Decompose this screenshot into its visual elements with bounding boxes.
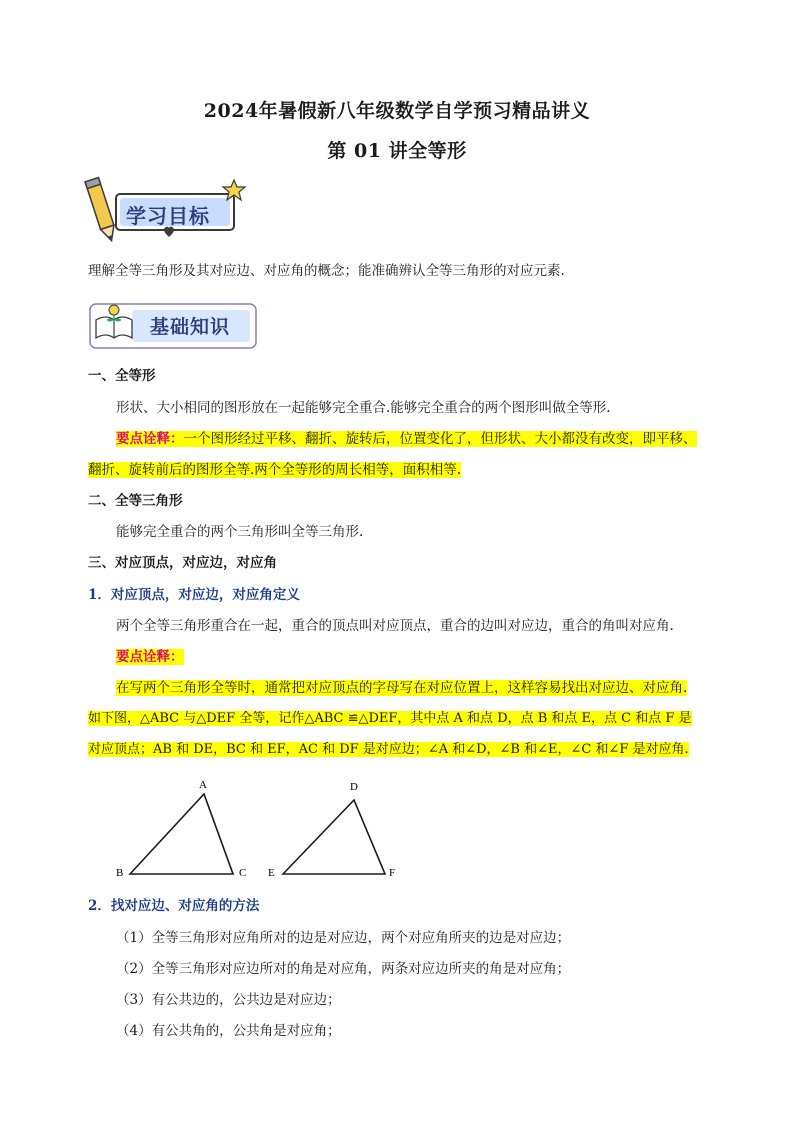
triangle-def — [283, 800, 385, 874]
note-label: 要点诠释： — [116, 431, 184, 447]
section2-definition: 能够完全重合的两个三角形叫全等三角形. — [116, 524, 364, 540]
section-heading-2: 二、全等三角形 — [88, 493, 183, 509]
note-label: 要点诠释： — [116, 649, 184, 665]
note-text: 如下图，△ABC 与△DEF 全等，记作△ABC ≌△DEF，其中点 A 和点 D，点 B 和点 E，点 C 和点 F 是 — [88, 711, 692, 726]
vertex-label-a: A — [199, 779, 207, 791]
subsection-heading-2: 2．找对应边、对应角的方法 — [88, 898, 260, 914]
section1-note-line1 — [116, 427, 697, 451]
objectives-badge-label: 学习目标 — [126, 204, 210, 228]
section-heading-3: 三、对应顶点，对应边，对应角 — [88, 555, 277, 571]
section3-note-line3 — [88, 738, 689, 762]
method-item: （2）全等三角形对应边所对的角是对应角，两条对应边所夹的角是对应角； — [116, 961, 571, 977]
triangle-abc — [130, 794, 233, 874]
section3-definition: 两个全等三角形重合在一起，重合的顶点叫对应顶点，重合的边叫对应边，重合的角叫对应角. — [116, 618, 674, 634]
vertex-label-f: F — [389, 867, 396, 879]
section3-note-line2 — [88, 707, 692, 731]
note-text: 翻折、旋转前后的图形全等.两个全等形的周长相等，面积相等. — [88, 462, 462, 478]
vertex-label-b: B — [116, 867, 124, 879]
vertex-label-d: D — [350, 781, 358, 793]
page-title: 2024年暑假新八年级数学自学预习精品讲义 — [203, 100, 591, 122]
section1-note-line2 — [88, 458, 461, 482]
objectives-badge — [82, 172, 252, 244]
section3-note-line1 — [116, 676, 687, 700]
subsection-heading-1: 1．对应顶点，对应边，对应角定义 — [88, 587, 300, 603]
note-text: 在写两个三角形全等时，通常把对应顶点的字母写在对应位置上，这样容易找出对应边、对应角. — [116, 680, 688, 696]
basics-badge — [88, 298, 260, 354]
page-subtitle: 第 01 讲全等形 — [327, 140, 467, 162]
section1-definition: 形状、大小相同的图形放在一起能够完全重合.能够完全重合的两个图形叫做全等形. — [116, 400, 611, 416]
congruent-triangles-figure — [100, 770, 420, 885]
note-text: 一个图形经过平移、翻折、旋转后，位置变化了，但形状、大小都没有改变，即平移、 — [183, 431, 697, 447]
objective-text: 理解全等三角形及其对应边、对应角的概念；能准确辨认全等三角形的对应元素. — [88, 263, 565, 279]
method-item: （3）有公共边的，公共边是对应边； — [116, 992, 341, 1008]
vertex-label-e: E — [268, 867, 275, 879]
note-text: 对应顶点；AB 和 DE，BC 和 EF，AC 和 DF 是对应边；∠A 和∠D，∠B 和∠E，∠C 和∠F 是对应角. — [88, 742, 689, 757]
section-heading-1: 一、全等形 — [88, 368, 156, 384]
section3-note-label-line — [116, 645, 184, 669]
vertex-label-c: C — [239, 867, 247, 879]
basics-badge-label: 基础知识 — [150, 316, 231, 338]
method-item: （4）有公共角的，公共角是对应角； — [116, 1023, 341, 1039]
method-item: （1）全等三角形对应角所对的边是对应边，两个对应角所夹的边是对应边； — [116, 930, 571, 946]
